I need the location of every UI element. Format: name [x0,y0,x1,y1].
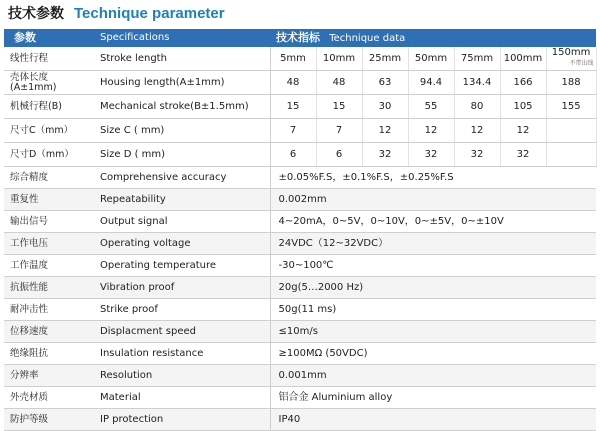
value-cell: 105 [500,95,546,119]
param-value: ≥100MΩ (50VDC) [270,343,596,365]
stroke-note: 不带出线 [569,60,594,67]
value-cell: 50mm [408,47,454,71]
spec-table [4,29,597,431]
param-cn: 位移速度 [4,321,94,343]
param-value: IP40 [270,409,596,431]
param-en: Vibration proof [94,277,270,299]
table-row [4,255,596,277]
param-cn: 分辨率 [4,365,94,387]
param-en: Size D ( mm) [94,143,270,167]
param-value: -30~100℃ [270,255,596,277]
param-en: IP protection [94,409,270,431]
value-cell: 94.4 [408,71,454,95]
param-value: 0.002mm [270,189,596,211]
param-en: Material [94,387,270,409]
value-cell: 100mm [500,47,546,71]
table-row [4,47,596,71]
param-en: Stroke length [94,47,270,71]
param-en: Strike proof [94,299,270,321]
param-value: 4~20mA，0~5V，0~10V，0~±5V，0~±10V [270,211,596,233]
param-en: Mechanical stroke(B±1.5mm) [94,95,270,119]
value-cell: 5mm [270,47,316,71]
param-value: ±0.05%F.S，±0.1%F.S，±0.25%F.S [270,167,596,189]
table-row [4,211,596,233]
param-cn: 线性行程 [4,47,94,71]
param-en: Resolution [94,365,270,387]
header-data-en: Technique data [329,32,406,44]
param-en: Output signal [94,211,270,233]
value-cell: 10mm [316,47,362,71]
value-cell [546,47,596,71]
param-en: Displacment speed [94,321,270,343]
param-en: Operating voltage [94,233,270,255]
param-en: Operating temperature [94,255,270,277]
param-cn: 输出信号 [4,211,94,233]
value-cell: 15 [270,95,316,119]
value-cell: 6 [316,143,362,167]
value-cell: 48 [316,71,362,95]
param-cn: 尺寸D（mm） [4,143,94,167]
header-col-en: Specifications [94,29,270,47]
value-cell [546,119,596,143]
value-cell: 166 [500,71,546,95]
value-cell: 32 [408,143,454,167]
param-cn: 工作温度 [4,255,94,277]
param-value: 铝合金 Aluminium alloy [270,387,596,409]
table-row [4,321,596,343]
param-cn-line: 壳体长度 [10,71,49,83]
param-value: 20g(5…2000 Hz) [270,277,596,299]
value-cell: 6 [270,143,316,167]
param-en: Insulation resistance [94,343,270,365]
param-cn: 综合精度 [4,167,94,189]
table-row [4,365,596,387]
table-row [4,387,596,409]
table-row [4,143,596,167]
param-cn: 防护等级 [4,409,94,431]
title-en: Technique parameter [74,5,225,22]
param-en: Comprehensive accuracy [94,167,270,189]
value-cell: 12 [362,119,408,143]
value-cell: 48 [270,71,316,95]
table-row [4,95,596,119]
header-data-cn: 技术指标 [276,30,320,44]
value-cell: 25mm [362,47,408,71]
param-cn: 工作电压 [4,233,94,255]
table-row [4,277,596,299]
value-cell: 7 [316,119,362,143]
param-value: 50g(11 ms) [270,299,596,321]
param-value: 0.001mm [270,365,596,387]
value-cell: 134.4 [454,71,500,95]
param-cn: 耐冲击性 [4,299,94,321]
value-cell: 80 [454,95,500,119]
table-row [4,189,596,211]
header-col-cn: 参数 [4,29,94,47]
table-row [4,343,596,365]
title-cn: 技术参数 [8,6,64,22]
table-row [4,167,596,189]
param-cn: 抗振性能 [4,277,94,299]
value-cell: 63 [362,71,408,95]
value-cell: 15 [316,95,362,119]
param-cn: 外壳材质 [4,387,94,409]
value-cell: 32 [454,143,500,167]
value-cell: 30 [362,95,408,119]
value-cell [546,143,596,167]
param-value: 24VDC（12~32VDC） [270,233,596,255]
value-cell: 32 [500,143,546,167]
table-row [4,299,596,321]
table-row [4,119,596,143]
value-cell: 12 [454,119,500,143]
param-value: ≤10m/s [270,321,596,343]
value-cell: 12 [408,119,454,143]
param-cn: 绝缘阻抗 [4,343,94,365]
header-data [270,29,596,47]
value-cell: 12 [500,119,546,143]
param-en: Housing length(A±1mm) [94,71,270,95]
value-cell: 55 [408,95,454,119]
table-header [4,29,596,47]
param-cn-line: (A±1mm) [10,81,57,93]
table-row [4,71,596,95]
value-cell: 7 [270,119,316,143]
param-cn [4,71,94,95]
param-cn: 尺寸C（mm） [4,119,94,143]
value-cell: 75mm [454,47,500,71]
table-row [4,233,596,255]
page-title [8,3,225,25]
param-cn: 机械行程(B) [4,95,94,119]
value-cell: 188 [546,71,596,95]
value-cell: 32 [362,143,408,167]
param-cn: 重复性 [4,189,94,211]
param-en: Repeatability [94,189,270,211]
value-cell: 155 [546,95,596,119]
param-en: Size C ( mm) [94,119,270,143]
value-text: 150mm [551,47,591,58]
